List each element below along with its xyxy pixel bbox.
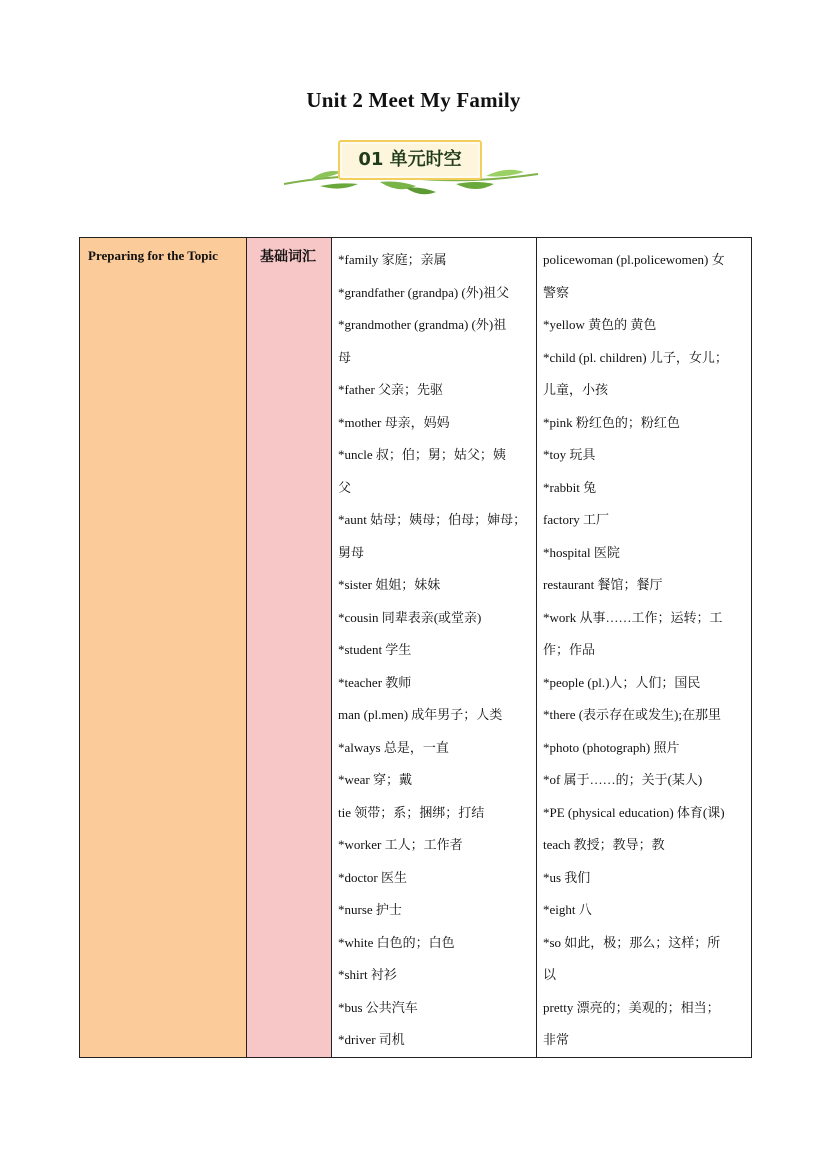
vocab-line: *uncle 叔；伯；舅；姑父；姨 [338,447,506,462]
vocab-line: *work 从事……工作；运转；工 [543,609,723,625]
vocab-line: *grandmother (grandma) (外)祖 [338,317,507,332]
vocab-line: *toy 玩具 [543,447,596,462]
vocab-line: *hospital 医院 [543,544,620,560]
vocab-line: *so 如此，极；那么；这样；所 [543,934,721,950]
vocab-line: *nurse 护士 [338,902,402,917]
topic-cell [80,238,247,1058]
vocab-line: 作；作品 [543,642,596,657]
vocab-line: *doctor 医生 [338,869,407,885]
vocab-line: *sister 姐姐；妹妹 [338,577,441,592]
vocab-line: *cousin 同辈表亲(或堂亲) [338,609,482,625]
vocab-line: *bus 公共汽车 [338,999,418,1015]
vocab-line: 舅母 [338,544,365,560]
vocab-line: 父 [338,479,352,495]
vocab-line: *always 总是，一直 [338,739,449,755]
vocab-line: *child (pl. children) 儿子，女儿； [543,349,728,365]
category-cell [247,238,332,1058]
vocab-line: *us 我们 [543,869,591,885]
vocab-line: *there (表示存在或发生);在那里 [543,707,722,722]
vocab-column-2 [537,238,752,1058]
vocab-line: 警察 [543,284,570,300]
vocab-line: 儿童，小孩 [543,382,609,397]
table-row [80,238,752,1058]
vocabulary-table [79,237,752,1058]
vocab-line: *yellow 黄色的 黄色 [543,317,657,332]
vocab-line: *student 学生 [338,642,412,657]
topic-label: Preparing for the Topic [88,248,218,263]
category-label: 基础词汇 [260,249,316,265]
vocab-line: *teacher 教师 [338,674,412,690]
vocab-line: factory 工厂 [543,512,610,527]
vocab-line: *pink 粉红色的；粉红色 [543,414,680,430]
vocab-line: policewoman (pl.policewomen) 女 [543,252,725,267]
section-banner [280,132,542,202]
vocab-line: *white 白色的；白色 [338,934,455,950]
vocab-line: *worker 工人；工作者 [338,837,463,852]
page-title: Unit 2 Meet My Family [306,88,521,112]
vocab-line: *eight 八 [543,902,592,917]
vocab-line: pretty 漂亮的；美观的；相当； [543,999,720,1015]
vocab-column-1 [332,238,537,1058]
vocab-line: *driver 司机 [338,1032,405,1047]
vocab-line: *grandfather (grandpa) (外)祖父 [338,284,510,300]
vocab-line: 以 [543,967,557,982]
banner-text: 01 单元时空 [358,149,462,170]
vocab-line: *father 父亲；先驱 [338,382,444,397]
banner-box [338,140,482,180]
vocab-line: *mother 母亲，妈妈 [338,414,450,430]
vocab-line: man (pl.men) 成年男子；人类 [338,707,503,722]
vocab-line: *PE (physical education) 体育(课) [543,804,725,820]
vocab-line: teach 教授；教导；教 [543,837,665,852]
vocab-line: tie 领带；系；捆绑；打结 [338,804,485,820]
vocab-line: *people (pl.)人；人们；国民 [543,674,701,690]
vocab-line: *photo (photograph) 照片 [543,739,680,755]
vocab-line: *shirt 衬衫 [338,967,397,982]
vocab-line: restaurant 餐馆；餐厅 [543,577,663,592]
vocab-line: *of 属于……的；关于(某人) [543,772,703,787]
vocab-line: *rabbit 兔 [543,479,597,495]
vocab-line: 母 [338,349,352,365]
vocab-line: 非常 [543,1032,570,1047]
vocab-line: *wear 穿；戴 [338,772,413,787]
vocab-line: *family 家庭；亲属 [338,252,447,267]
vocab-line: *aunt 姑母；姨母；伯母；婶母； [338,512,527,527]
